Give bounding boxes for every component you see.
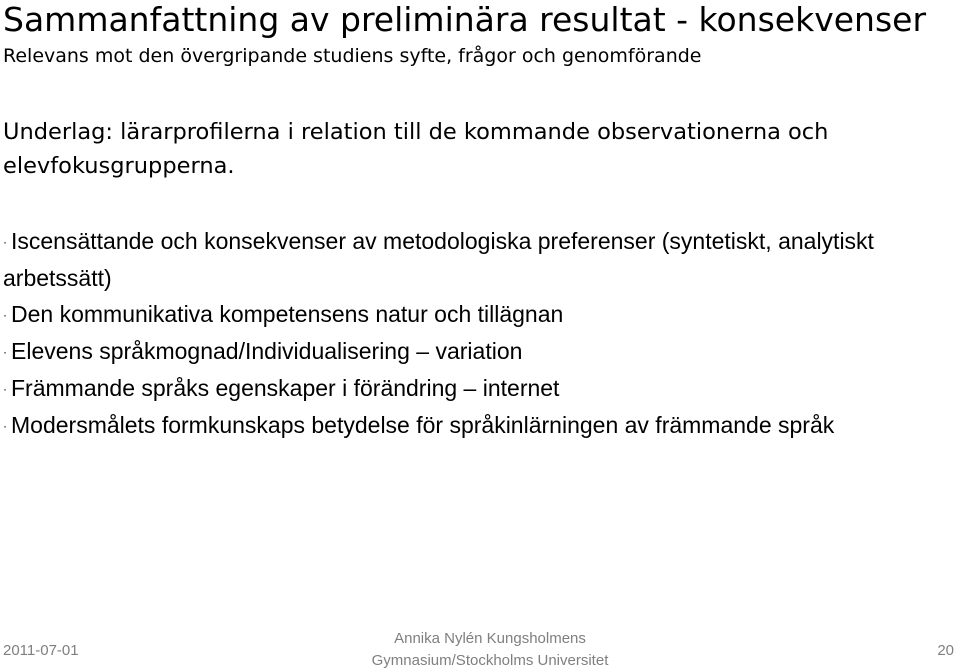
- bullet-dot-icon: ·: [3, 382, 7, 396]
- bullet-text: Modersmålets formkunskaps betydelse för språkinlärningen av främmande språk: [11, 412, 835, 438]
- bullet-dot-icon: ·: [3, 308, 7, 322]
- footer-author-line1: Annika Nylén Kungsholmens: [394, 630, 586, 647]
- slide-title: Sammanfattning av preliminära resultat - konsekvenser: [3, 0, 927, 39]
- footer-date: 2011-07-01: [3, 642, 79, 659]
- footer-author-line2: Gymnasium/Stockholms Universitet: [371, 652, 609, 669]
- bullet-text: Elevens språkmognad/Individualisering – variation: [11, 338, 523, 364]
- bullet-dot-icon: ·: [3, 235, 7, 249]
- bullet-list: [3, 223, 953, 444]
- bullet-item: [3, 296, 953, 333]
- footer-page-number: 20: [937, 642, 954, 659]
- bullet-text: Främmande språks egenskaper i förändring – internet: [11, 375, 560, 401]
- footer-author: [300, 628, 680, 672]
- bullet-text: Den kommunikativa kompetensens natur och tillägnan: [11, 301, 564, 327]
- bullet-item: [3, 370, 953, 407]
- bullet-dot-icon: ·: [3, 345, 7, 359]
- slide-subtitle: Relevans mot den övergripande studiens syfte, frågor och genomförande: [3, 45, 702, 67]
- bullet-item: [3, 223, 953, 296]
- bullet-text: Iscensättande och konsekvenser av metodologiska preferenser (syntetiskt, analytiskt arbetssätt): [3, 228, 874, 291]
- bullet-item: [3, 407, 953, 444]
- bullet-item: [3, 333, 953, 370]
- bullet-dot-icon: ·: [3, 419, 7, 433]
- underlag-paragraph: Underlag: lärarprofilerna i relation till de kommande observationerna och elevfokusgrupperna.: [3, 119, 829, 179]
